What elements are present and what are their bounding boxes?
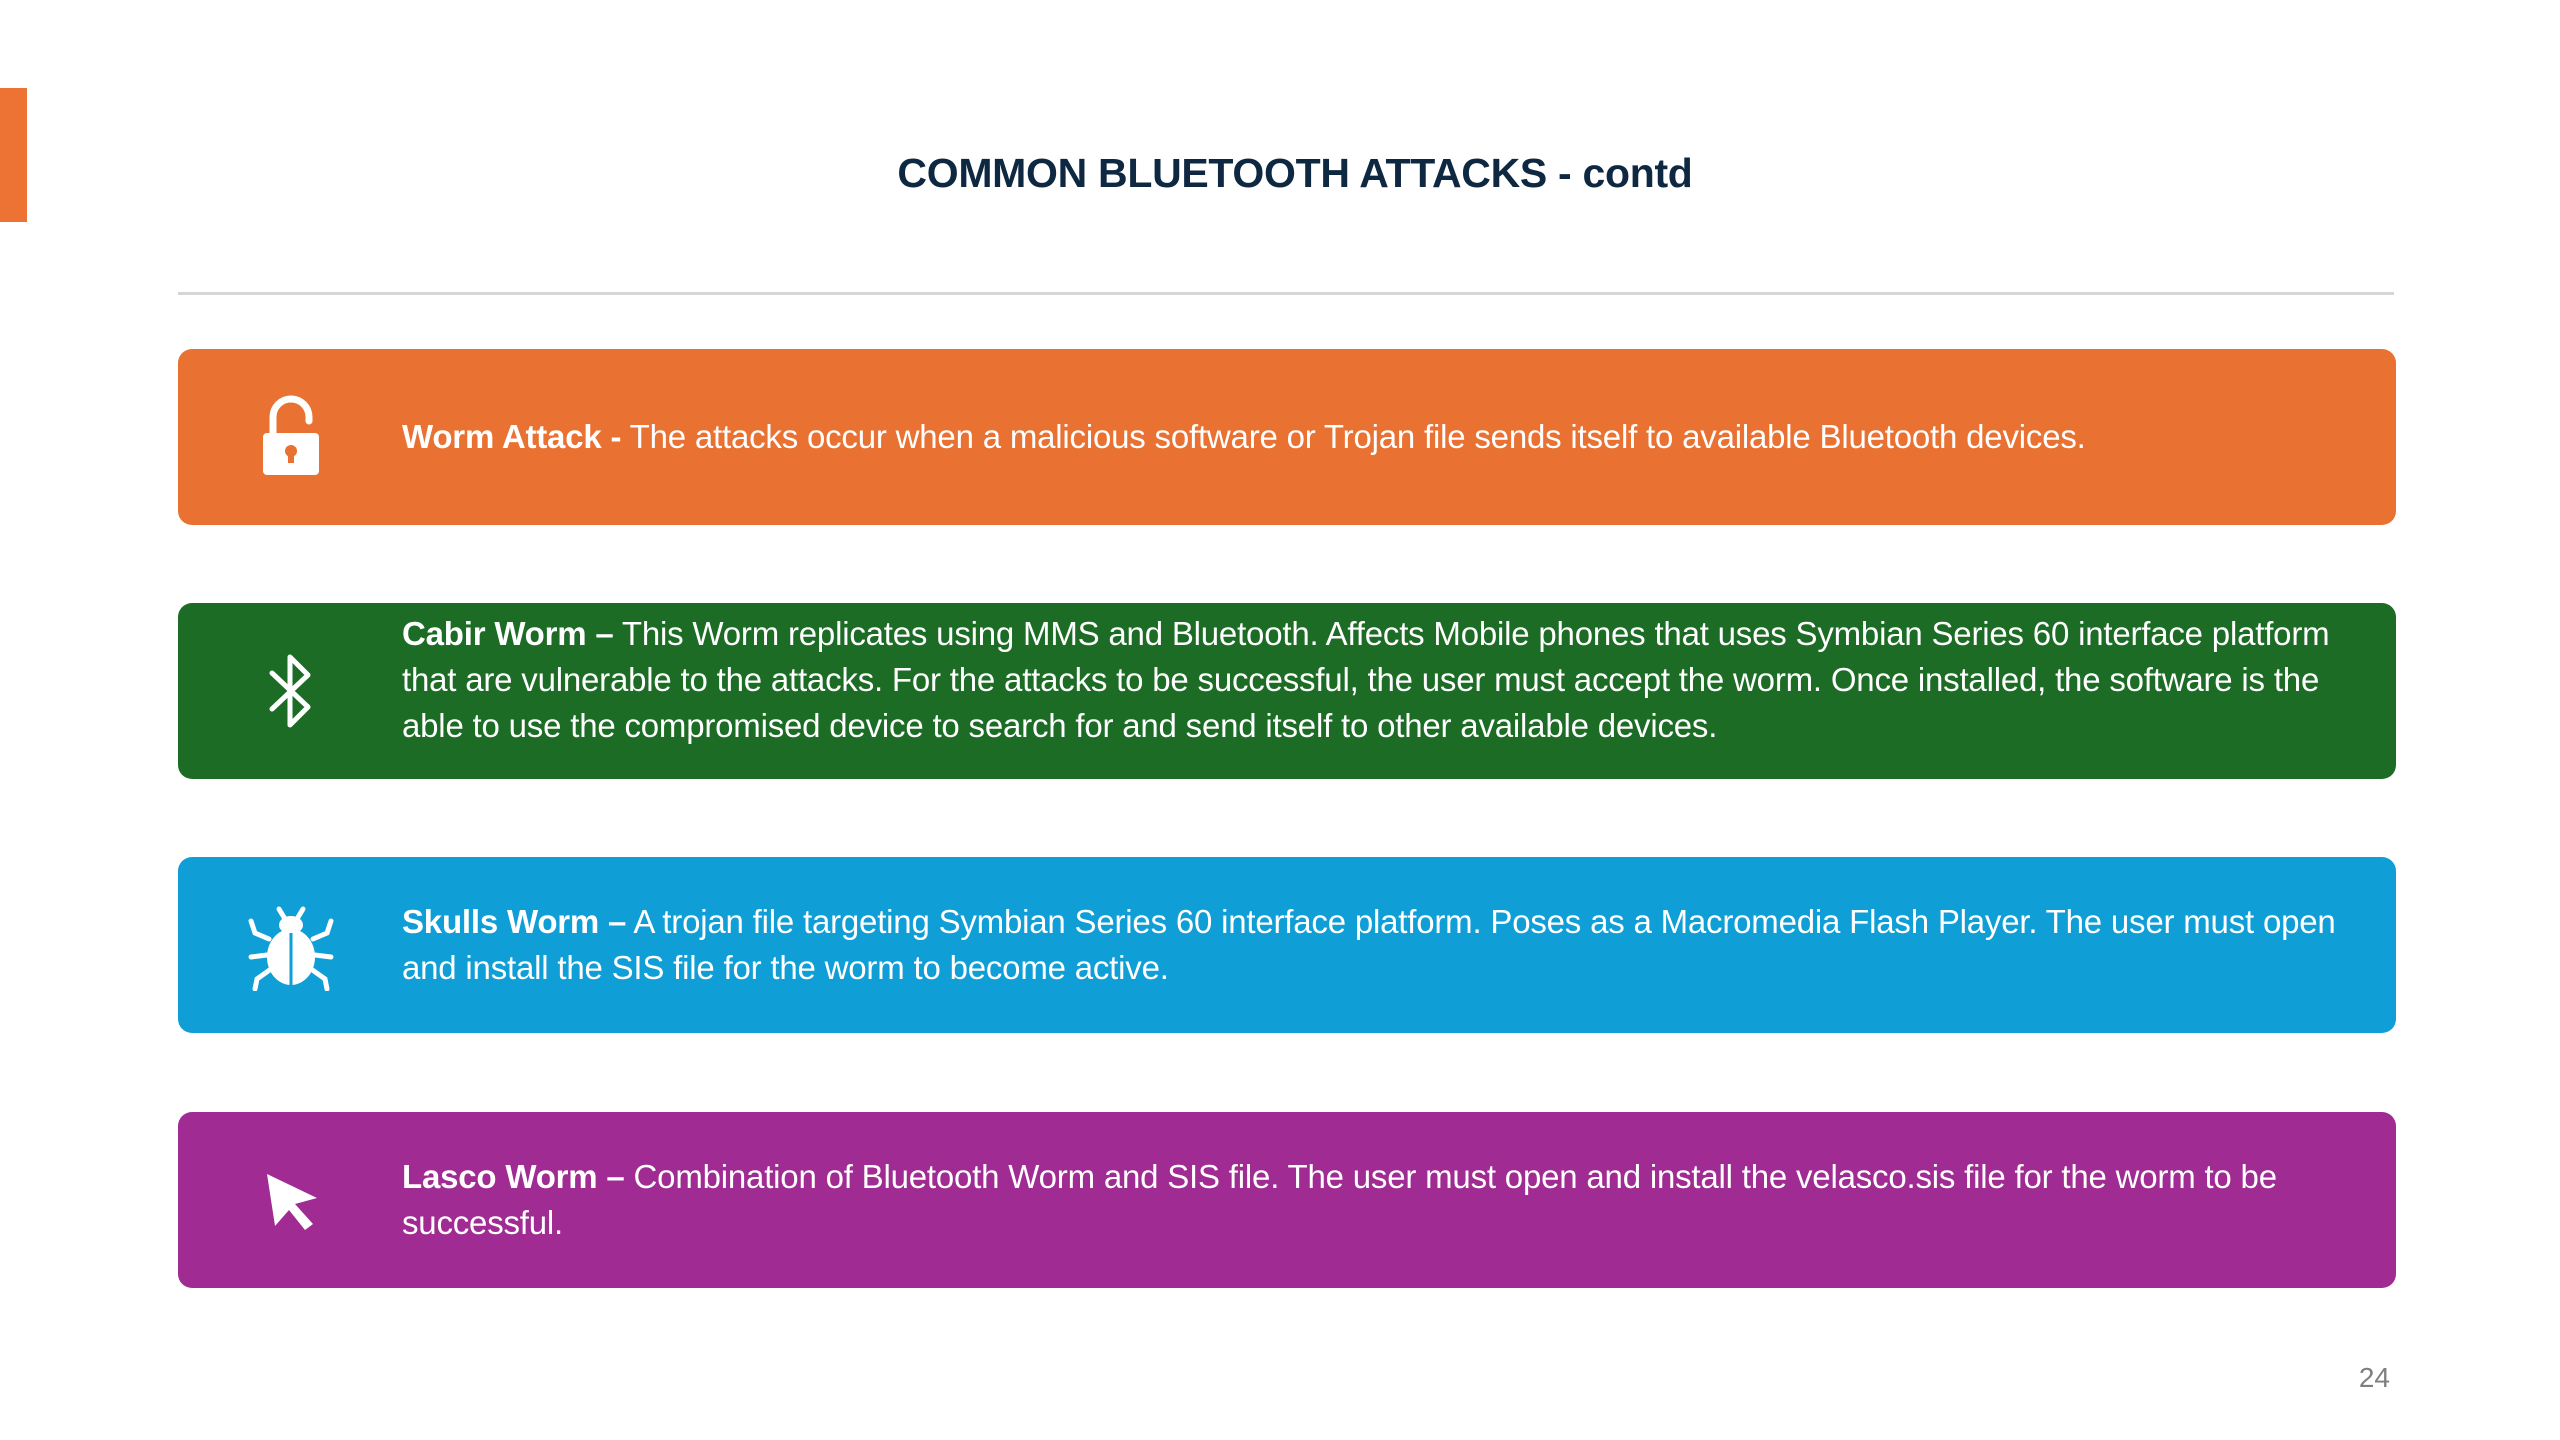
- unlocked-padlock-icon: [241, 387, 341, 487]
- card-cabir-worm: [178, 603, 2396, 779]
- card-description: The attacks occur when a malicious software or Trojan file sends itself to available Bluetooth devices.: [621, 418, 2086, 455]
- card-term: Skulls Worm –: [402, 903, 627, 940]
- card-text: [402, 611, 2356, 749]
- card-text: [402, 899, 2356, 991]
- card-description: This Worm replicates using MMS and Bluetooth. Affects Mobile phones that uses Symbian Series 60 interface platform that are vulnerable to the attacks. For the attacks to be successful, the user must accept the worm. Once installed, the software is the able to use the compromised device to search for and send itself to other available devices.: [402, 615, 2330, 744]
- card-term: Lasco Worm –: [402, 1158, 625, 1195]
- page-number: 24: [2358, 1362, 2390, 1393]
- card-worm-attack: [178, 349, 2396, 525]
- card-text: [402, 1154, 2356, 1246]
- bug-icon: [241, 895, 341, 995]
- card-description: Combination of Bluetooth Worm and SIS file. The user must open and install the velasco.sis file for the worm to be successful.: [402, 1158, 2277, 1241]
- slide-title: COMMON BLUETOOTH ATTACKS - contd: [897, 150, 1693, 196]
- bluetooth-icon: [241, 641, 341, 741]
- title-divider: [178, 292, 2394, 295]
- card-term: Cabir Worm –: [402, 615, 614, 652]
- card-term: Worm Attack -: [402, 418, 622, 455]
- card-lasco-worm: [178, 1112, 2396, 1288]
- card-description: A trojan file targeting Symbian Series 60 interface platform. Poses as a Macromedia Flash Player. The user must open and install the SIS file for the worm to become active.: [402, 903, 2336, 986]
- card-text: [402, 414, 2086, 460]
- cursor-arrow-icon: [241, 1150, 341, 1250]
- card-skulls-worm: [178, 857, 2396, 1033]
